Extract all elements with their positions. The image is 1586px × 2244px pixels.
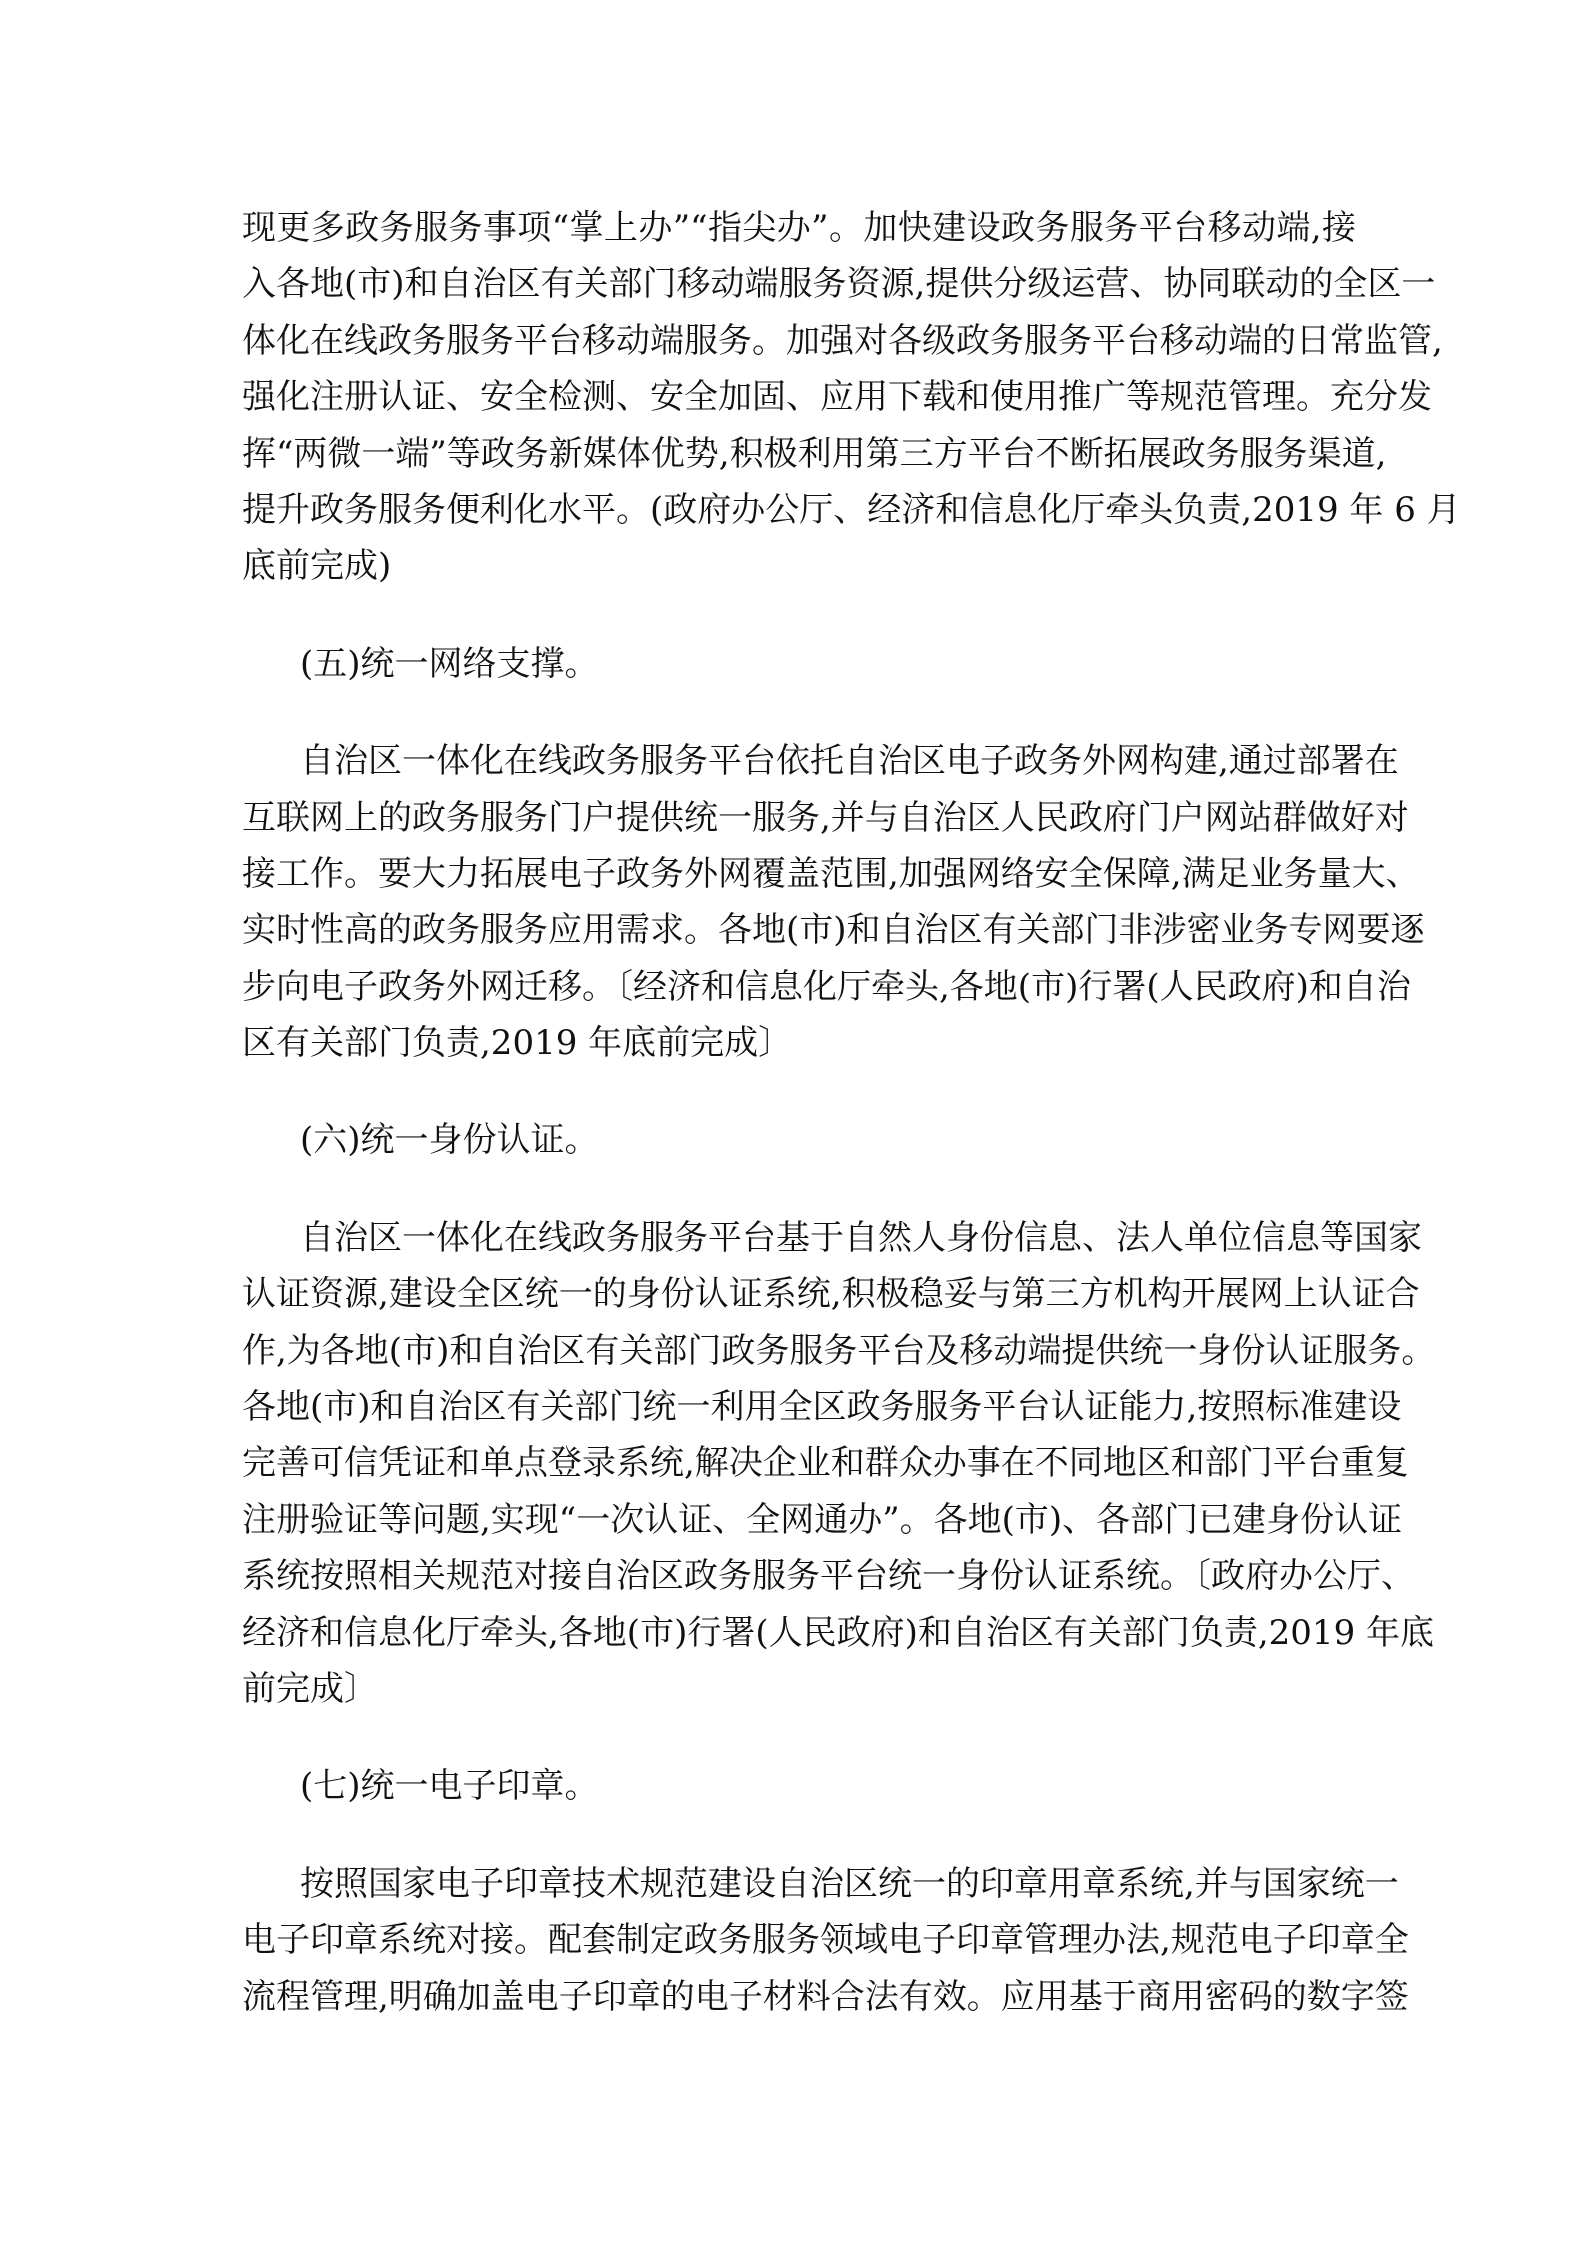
text-line: 完善可信凭证和单点登录系统,解决企业和群众办事在不同地区和部门平台重复 [242, 1443, 1409, 1484]
section-heading [242, 636, 1356, 692]
document-page [242, 200, 1461, 2066]
text-line: 互联网上的政务服务门户提供统一服务,并与自治区人民政府门户网站群做好对 [242, 797, 1409, 838]
text-line: 入各地(市)和自治区有关部门移动端服务资源,提供分级运营、协同联动的全区一 [242, 264, 1436, 305]
text-line: 体化在线政务服务平台移动端服务。加强对各级政务服务平台移动端的日常监管, [242, 320, 1443, 361]
text-line: 挥“两微一端”等政务新媒体优势,积极利用第三方平台不断拓展政务服务渠道, [242, 433, 1387, 474]
body-paragraph [242, 200, 1461, 595]
text-line: 自治区一体化在线政务服务平台依托自治区电子政务外网构建,通过部署在 [300, 741, 1399, 782]
body-paragraph [242, 733, 1425, 1071]
text-line: 底前完成) [242, 546, 392, 587]
section-heading [242, 1758, 1356, 1814]
text-line: 接工作。要大力拓展电子政务外网覆盖范围,加强网络安全保障,满足业务量大、 [242, 853, 1420, 894]
text-line: 提升政务服务便利化水平。(政府办公厅、经济和信息化厅牵头负责,2019 年 6 月 [242, 489, 1461, 530]
text-line: 电子印章系统对接。配套制定政务服务领域电子印章管理办法,规范电子印章全 [242, 1920, 1409, 1961]
text-line: 强化注册认证、安全检测、安全加固、应用下载和使用推广等规范管理。充分发 [242, 377, 1432, 418]
section-heading [242, 1112, 1356, 1168]
text-line: (七)统一电子印章。 [300, 1766, 599, 1807]
text-line: 现更多政务服务事项“掌上办”“指尖办”。加快建设政务服务平台移动端,接 [242, 208, 1356, 248]
text-line: 流程管理,明确加盖电子印章的电子材料合法有效。应用基于商用密码的数字签 [242, 1976, 1409, 2017]
text-line: 各地(市)和自治区有关部门统一利用全区政务服务平台认证能力,按照标准建设 [242, 1387, 1402, 1428]
text-line: 注册验证等问题,实现“一次认证、全网通办”。各地(市)、各部门已建身份认证 [242, 1499, 1403, 1540]
text-line: (六)统一身份认证。 [300, 1120, 599, 1161]
text-line: (五)统一网络支撑。 [300, 643, 599, 684]
body-paragraph [242, 1856, 1409, 2025]
text-line: 经济和信息化厅牵头,各地(市)行署(人民政府)和自治区有关部门负责,2019 年底 [242, 1612, 1435, 1653]
text-line: 区有关部门负责,2019 年底前完成〕 [242, 1023, 793, 1064]
text-line: 前完成〕 [242, 1668, 378, 1709]
text-line: 认证资源,建设全区统一的身份认证系统,积极稳妥与第三方机构开展网上认证合 [242, 1274, 1420, 1315]
body-paragraph [242, 1210, 1436, 1718]
text-line: 作,为各地(市)和自治区有关部门政务服务平台及移动端提供统一身份认证服务。 [242, 1330, 1436, 1371]
text-line: 步向电子政务外网迁移。〔经济和信息化厅牵头,各地(市)行署(人民政府)和自治 [242, 966, 1411, 1007]
text-line: 实时性高的政务服务应用需求。各地(市)和自治区有关部门非涉密业务专网要逐 [242, 910, 1425, 951]
text-line: 系统按照相关规范对接自治区政务服务平台统一身份认证系统。〔政府办公厅、 [242, 1556, 1415, 1597]
text-line: 按照国家电子印章技术规范建设自治区统一的印章用章系统,并与国家统一 [300, 1863, 1399, 1904]
text-line: 自治区一体化在线政务服务平台基于自然人身份信息、法人单位信息等国家 [300, 1217, 1422, 1258]
